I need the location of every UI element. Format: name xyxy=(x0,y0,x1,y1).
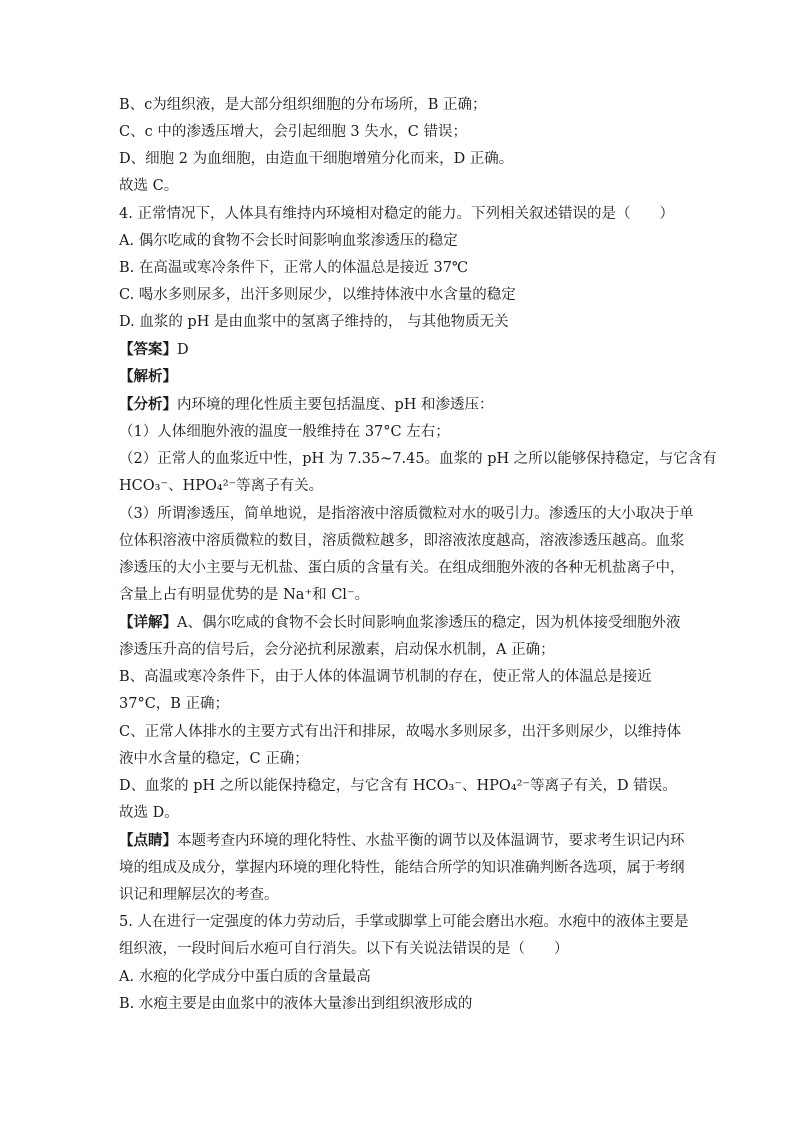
xiangjie-b-line-2: 37°C，B 正确； xyxy=(119,696,230,712)
xiangjie-c-line-2: 液中水含量的稳定，C 正确； xyxy=(119,751,309,767)
xiangjie-a-line-2: 渗透压升高的信号后，会分泌抗利尿激素，启动保水机制，A 正确； xyxy=(119,642,555,658)
xiangjie-a-line-1 xyxy=(119,613,679,633)
fenxi-point-3-line-3: 渗透压的大小主要与无机盐、蛋白质的含量有关。在组成细胞外液的各种无机盐离子中， xyxy=(119,560,685,576)
xiangjie-tag: 【详解】 xyxy=(119,614,177,631)
q4-conclusion: 故选 D。 xyxy=(119,805,179,821)
q4-option-c: C. 喝水多则尿多，出汗多则尿少，以维持体液中水含量的稳定 xyxy=(119,287,516,303)
q5-option-b: B. 水疱主要是由血浆中的液体大量渗出到组织液形成的 xyxy=(119,996,473,1012)
question-4-stem: 4. 正常情况下，人体具有维持内环境相对稳定的能力。下列相关叙述错误的是（ ） xyxy=(119,206,674,222)
fenxi-point-3-line-4: 含量上占有明显优势的是 Na⁺和 Cl⁻。 xyxy=(119,587,370,603)
answer-tag: 【答案】 xyxy=(119,341,177,358)
fenxi-point-3-line-1: （3）所谓渗透压，简单地说，是指溶液中溶质微粒对水的吸引力。渗透压的大小取决于单 xyxy=(119,506,694,522)
prev-option-b-explanation: B、c为组织液，是大部分组织细胞的分布场所，B 正确； xyxy=(119,97,487,113)
dianjing-line-2: 境的组成及成分，掌握内环境的理化特性，能结合所学的知识准确判断各选项，属于考纲 xyxy=(119,860,685,876)
q4-option-d: D. 血浆的 pH 是由血浆中的氢离子维持的， 与其他物质无关 xyxy=(119,314,509,330)
q5-option-a: A. 水疱的化学成分中蛋白质的含量最高 xyxy=(119,969,371,985)
xiangjie-a-text: A、偶尔吃咸的食物不会长时间影响血浆渗透压的稳定，因为机体接受细胞外液 xyxy=(177,615,681,631)
fenxi-line xyxy=(119,395,679,415)
q4-option-a: A. 偶尔吃咸的食物不会长时间影响血浆渗透压的稳定 xyxy=(119,233,458,249)
fenxi-point-1: （1）人体细胞外液的温度一般维持在 37°C 左右； xyxy=(119,424,450,440)
xiangjie-d: D、血浆的 pH 之所以能保持稳定，与它含有 HCO₃⁻、HPO₄²⁻等离子有关，D 错误。 xyxy=(119,778,677,794)
dianjing-tag: 【点睛】 xyxy=(119,832,177,849)
answer-value: D xyxy=(177,342,189,358)
dianjing-line-1 xyxy=(119,831,685,851)
analysis-tag: 【解析】 xyxy=(119,368,177,385)
prev-option-d-explanation: D、细胞 2 为血细胞，由造血干细胞增殖分化而来，D 正确。 xyxy=(119,151,514,167)
question-5-stem-line-2: 组织液，一段时间后水疱可自行消失。以下有关说法错误的是（ ） xyxy=(119,941,569,957)
fenxi-tag: 【分析】 xyxy=(119,396,177,413)
xiangjie-c-line-1: C、正常人体排水的主要方式有出汗和排尿，故喝水多则尿多，出汗多则尿少，以维持体 xyxy=(119,724,682,740)
dianjing-text: 本题考查内环境的理化特性、水盐平衡的调节以及体温调节，要求考生识记内环 xyxy=(177,833,685,849)
fenxi-point-3-line-2: 位体积溶液中溶质微粒的数目，溶质微粒越多，即溶液浓度越高，溶液渗透压越高。血浆 xyxy=(119,533,685,549)
fenxi-point-2-line-2: HCO₃⁻、HPO₄²⁻等离子有关。 xyxy=(119,478,324,494)
fenxi-point-2-line-1: （2）正常人的血浆近中性，pH 为 7.35~7.45。血浆的 pH 之所以能够保持稳定，与它含有 xyxy=(119,451,717,467)
prev-option-c-explanation: C、c 中的渗透压增大，会引起细胞 3 失水，C 错误； xyxy=(119,124,467,140)
q4-option-b: B. 在高温或寒冷条件下，正常人的体温总是接近 37℃ xyxy=(119,260,469,276)
fenxi-text: 内环境的理化性质主要包括温度、pH 和渗透压： xyxy=(177,397,494,413)
prev-conclusion: 故选 C。 xyxy=(119,178,179,194)
question-5-stem-line-1: 5. 人在进行一定强度的体力劳动后，手掌或脚掌上可能会磨出水疱。水疱中的液体主要是 xyxy=(119,914,689,930)
xiangjie-b-line-1: B、高温或寒冷条件下，由于人体的体温调节机制的存在，使正常人的体温总是接近 xyxy=(119,669,652,685)
q4-answer xyxy=(119,340,679,360)
dianjing-line-3: 识记和理解层次的考查。 xyxy=(119,887,279,903)
